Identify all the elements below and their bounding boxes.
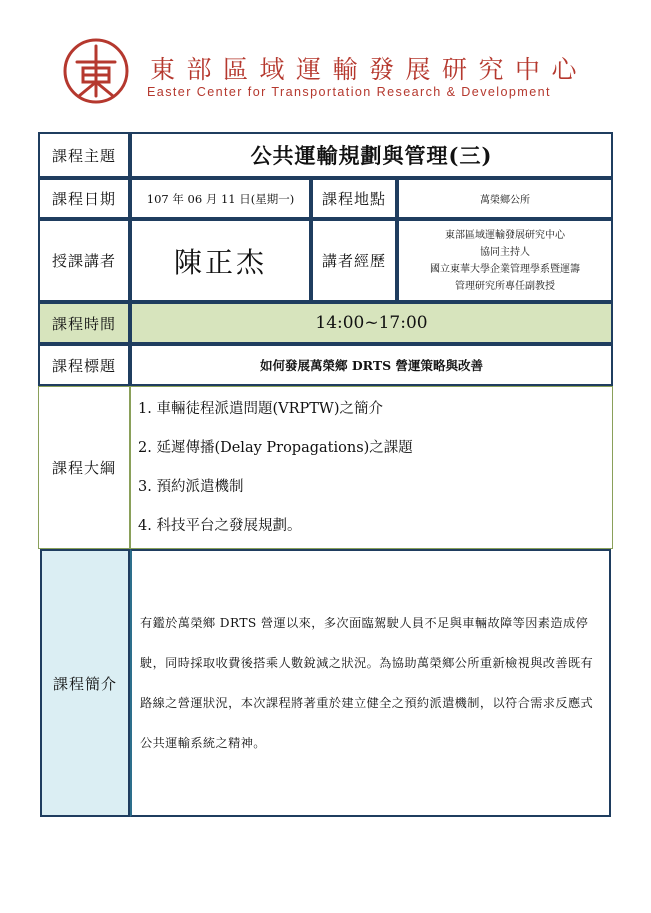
logo — [63, 38, 129, 104]
course-title: 如何發展萬榮鄉 DRTS 營運策略與改善 — [130, 344, 613, 386]
label-course-title: 課程標題 — [38, 344, 130, 386]
org-name-cn: 東部區域運輸發展研究中心 — [150, 55, 589, 84]
experience-line: 東部區域運輸發展研究中心 — [445, 229, 565, 241]
label-course-date: 課程日期 — [38, 178, 130, 219]
outline-item: 3. 預約派遣機制 — [138, 479, 244, 495]
course-topic: 公共運輸規劃與管理(三) — [130, 132, 613, 178]
label-course-time: 課程時間 — [38, 302, 130, 344]
experience-line: 管理研究所專任副教授 — [455, 280, 555, 292]
label-course-outline: 課程大綱 — [38, 386, 130, 549]
label-lecturer-experience: 講者經歷 — [311, 219, 397, 302]
experience-line: 國立東華大學企業管理學系暨運籌 — [430, 263, 580, 275]
outline-item: 4. 科技平台之發展規劃。 — [138, 518, 302, 534]
lecturer-experience — [397, 219, 613, 302]
outline-item: 1. 車輛徒程派遣問題(VRPTW)之簡介 — [138, 401, 383, 417]
course-intro — [130, 549, 611, 817]
label-lecturer: 授課講者 — [38, 219, 130, 302]
course-intro-text: 有鑑於萬榮鄉 DRTS 營運以來，多次面臨駕駛人員不足與車輛故障等因素造成停駛，同時採取收費後搭乘人數銳減之狀況。為協助萬榮鄉公所重新檢視與改善既有路線之營運狀況，本次課程將著重於建立健全之預約派遣機制，以符合需求反應式公共運輸系統之精神。 — [140, 616, 594, 750]
course-outline — [130, 386, 613, 549]
course-date: 107 年 06 月 11 日(星期一) — [130, 178, 311, 219]
org-name-en: Easter Center for Transportation Research & Development — [147, 85, 551, 99]
logo-seal-icon — [63, 38, 129, 104]
label-course-intro: 課程簡介 — [40, 549, 130, 817]
course-location: 萬榮鄉公所 — [397, 178, 613, 219]
outline-item: 2. 延遲傳播(Delay Propagations)之課題 — [138, 440, 413, 456]
label-course-location: 課程地點 — [311, 178, 397, 219]
course-time: 14:00~17:00 — [130, 302, 613, 344]
experience-line: 協同主持人 — [480, 246, 530, 258]
lecturer-name: 陳正杰 — [130, 219, 311, 302]
label-course-topic: 課程主題 — [38, 132, 130, 178]
